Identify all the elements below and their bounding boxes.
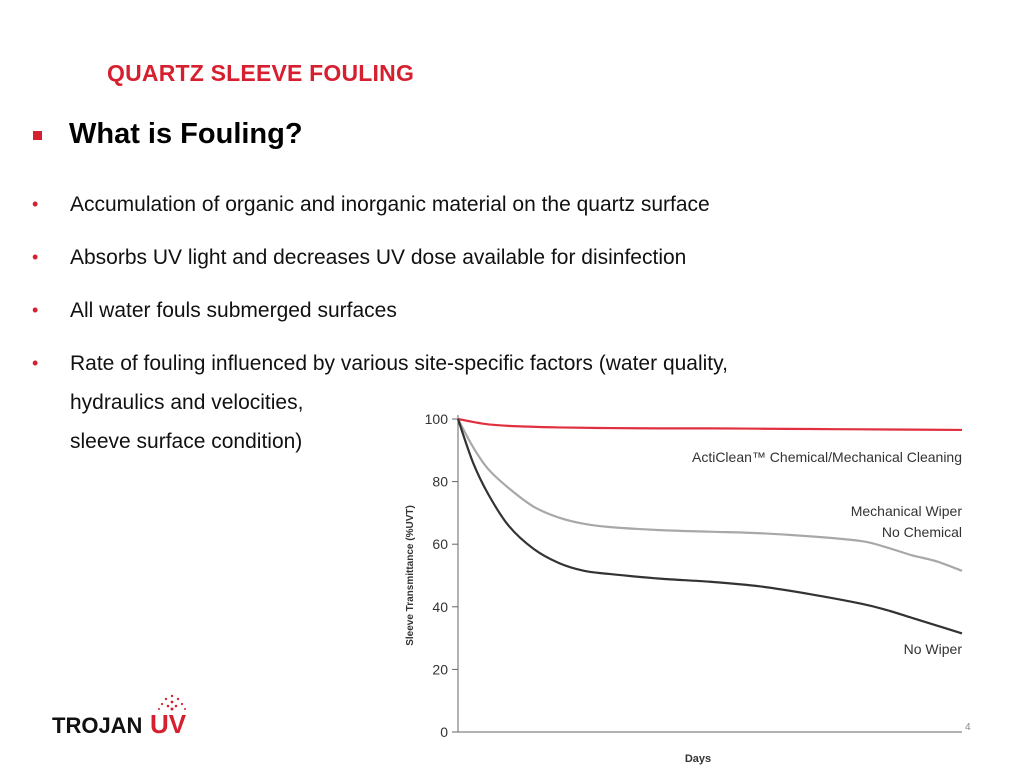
y-axis-label: Sleeve Transmittance (%UVT): [405, 505, 416, 646]
y-tick-label: 60: [432, 536, 448, 553]
logo-text-uv: UV: [150, 709, 187, 739]
y-tick-label: 20: [432, 661, 448, 678]
page-number: 4: [965, 722, 971, 733]
bullet-item: [30, 185, 910, 224]
x-axis-label: Days: [684, 753, 712, 765]
square-bullet-icon: [33, 131, 42, 140]
bullet-dot-icon: •: [32, 247, 39, 267]
bullet-item: [30, 238, 910, 277]
series-annotation-label: Mechanical Wiper: [850, 503, 962, 519]
chart-svg: [396, 402, 966, 768]
series-acticlean-line: [458, 419, 962, 430]
series-annotation-label: ActiClean™ Chemical/Mechanical Cleaning: [691, 449, 962, 465]
bullet-text: Rate of fouling influenced by various site-specific factors (water quality,: [70, 352, 728, 375]
bullet-item: [30, 291, 910, 330]
bullet-dot-icon: •: [32, 194, 39, 214]
y-tick-label: 100: [424, 411, 448, 427]
series-annotation-label: No Chemical: [881, 524, 962, 540]
trojan-uv-logo: [52, 693, 202, 743]
bullet-dot-icon: •: [32, 300, 39, 320]
logo-text-trojan: TROJAN: [52, 713, 143, 738]
bullet-text: Accumulation of organic and inorganic material on the quartz surface: [70, 193, 710, 216]
heading-row: [33, 118, 303, 151]
bullet-text: hydraulics and velocities,: [70, 391, 304, 414]
section-heading: What is Fouling?: [69, 118, 303, 150]
slide-title: QUARTZ SLEEVE FOULING: [107, 60, 415, 86]
y-tick-label: 80: [432, 473, 448, 490]
fouling-chart: [396, 402, 966, 768]
y-tick-label: 0: [440, 724, 448, 740]
bullet-text: All water fouls submerged surfaces: [70, 299, 397, 322]
y-tick-label: 40: [432, 598, 448, 615]
series-annotation-label: No Wiper: [903, 641, 962, 657]
bullet-dot-icon: •: [32, 353, 39, 373]
bullet-text: sleeve surface condition): [70, 430, 303, 453]
bullet-text: Absorbs UV light and decreases UV dose available for disinfection: [70, 246, 687, 269]
